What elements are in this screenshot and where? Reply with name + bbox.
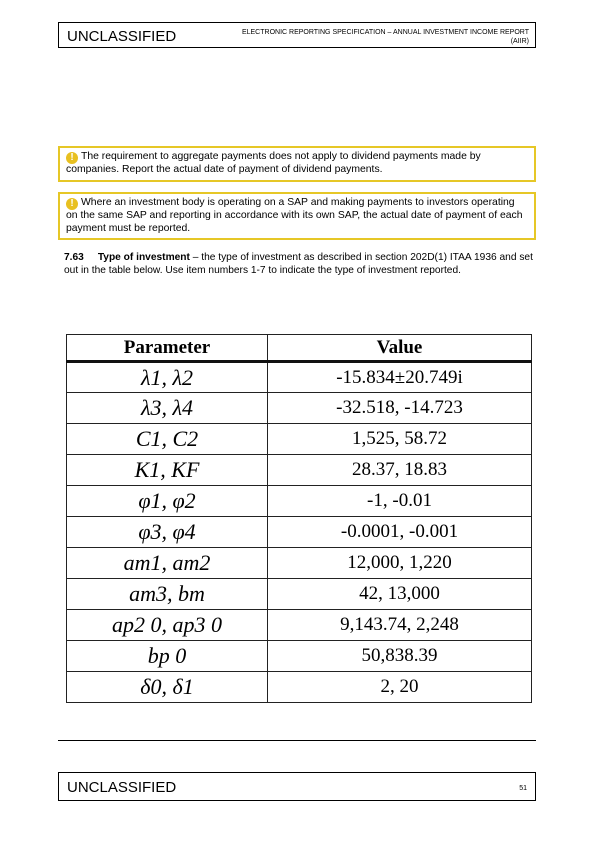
parameter-cell: bp 0 [67,641,268,672]
parameter-cell: δ0, δ1 [67,672,268,703]
column-header-parameter: Parameter [67,335,268,362]
value-cell: 12,000, 1,220 [268,548,532,579]
note-text-2: Where an investment body is operating on a SAP and making payments to investors operating on the same SAP and reporting in accordance with its own SAP, the actual date of payment of each payment must be reported. [66,197,523,234]
parameter-cell: am3, bm [67,579,268,610]
value-cell: 50,838.39 [268,641,532,672]
value-cell: 28.37, 18.83 [268,455,532,486]
table-row [67,362,532,393]
note-text-1: The requirement to aggregate payments does not apply to dividend payments made by companies. Report the actual date of payment of dividend payments. [66,151,481,175]
footer-classification: UNCLASSIFIED [67,779,177,796]
value-cell: -32.518, -14.723 [268,393,532,424]
table-row [67,517,532,548]
table-row [67,672,532,703]
page-number: 51 [519,785,527,792]
column-header-value: Value [268,335,532,362]
page-footer [58,772,536,801]
parameter-cell: ap2 0, ap3 0 [67,610,268,641]
note-box-1 [58,146,536,182]
section-number: 7.63 [64,252,84,263]
table-row [67,486,532,517]
note-box-2 [58,192,536,240]
value-cell: -1, -0.01 [268,486,532,517]
table-row [67,393,532,424]
value-cell: 2, 20 [268,672,532,703]
section-heading: Type of investment [97,252,190,263]
value-cell: -15.834±20.749i [268,362,532,393]
value-cell: 1,525, 58.72 [268,424,532,455]
header-classification: UNCLASSIFIED [67,28,177,45]
header-title: ELECTRONIC REPORTING SPECIFICATION – ANNUAL INVESTMENT INCOME REPORT (AIIR) [241,29,529,45]
value-cell: 9,143.74, 2,248 [268,610,532,641]
exclamation-icon: ! [66,198,78,210]
parameter-cell: λ3, λ4 [67,393,268,424]
parameter-table [66,334,532,703]
table-row [67,424,532,455]
parameter-cell: am1, am2 [67,548,268,579]
table-row [67,610,532,641]
parameter-cell: λ1, λ2 [67,362,268,393]
parameter-cell: K1, KF [67,455,268,486]
table-row [67,641,532,672]
horizontal-divider [58,740,536,741]
page-header [58,22,536,48]
parameter-cell: φ3, φ4 [67,517,268,548]
exclamation-icon: ! [66,152,78,164]
parameter-table-figure [66,334,532,703]
parameter-cell: φ1, φ2 [67,486,268,517]
table-row [67,548,532,579]
value-cell: 42, 13,000 [268,579,532,610]
value-cell: -0.0001, -0.001 [268,517,532,548]
section-paragraph [64,252,534,277]
table-row [67,579,532,610]
table-row [67,455,532,486]
section-text: – the type of investment as described in section 202D(1) ITAA 1936 and set out in the table below. Use item numbers 1-7 to indicate the type of investment reported. [64,252,533,276]
parameter-cell: C1, C2 [67,424,268,455]
table-header-row [67,335,532,362]
